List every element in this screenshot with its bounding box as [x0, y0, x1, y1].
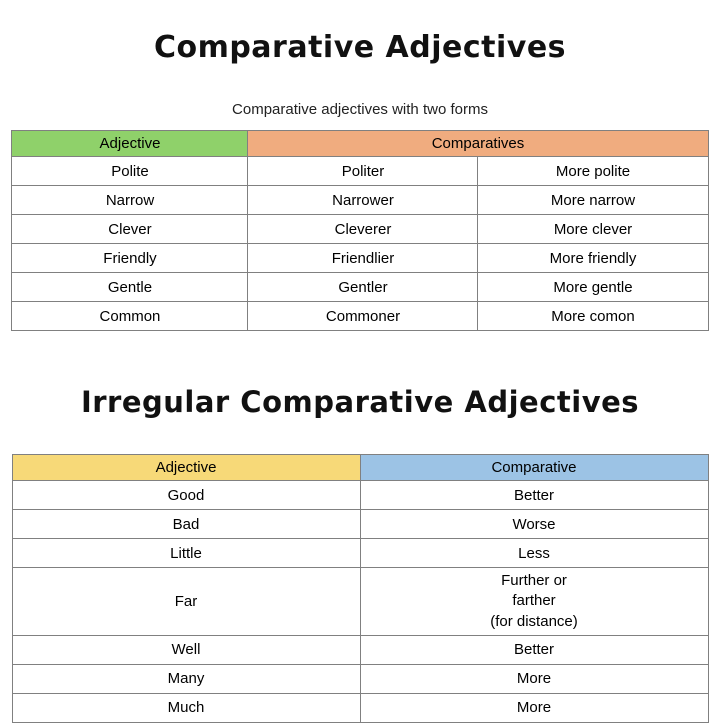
cell-comparative: More	[360, 664, 708, 693]
cell-comparative-more: More polite	[478, 157, 708, 186]
table-header-row	[12, 455, 708, 481]
column-header-comparative: Comparative	[360, 455, 708, 481]
cell-comparative: Better	[360, 635, 708, 664]
cell-comparative: More	[360, 693, 708, 722]
page-title-irregular-comparative-adjectives: Irregular Comparative Adjectives	[80, 384, 640, 419]
cell-comparative-short: Narrower	[248, 186, 478, 215]
cell-adjective: Polite	[12, 157, 248, 186]
table-row	[12, 273, 708, 302]
table-header-row	[12, 131, 708, 157]
table-row	[12, 215, 708, 244]
table-row	[12, 157, 708, 186]
table-row	[12, 302, 708, 331]
table-comparatives-two-forms	[11, 130, 708, 331]
cell-adjective: Many	[12, 664, 360, 693]
cell-comparative-short: Politer	[248, 157, 478, 186]
cell-comparative-short: Gentler	[248, 273, 478, 302]
cell-comparative: Worse	[360, 510, 708, 539]
table-row	[12, 664, 708, 693]
table-irregular-comparatives	[12, 454, 709, 723]
cell-adjective: Much	[12, 693, 360, 722]
cell-adjective: Bad	[12, 510, 360, 539]
cell-comparative-more: More friendly	[478, 244, 708, 273]
cell-comparative-short: Cleverer	[248, 215, 478, 244]
section-spacer	[0, 331, 720, 365]
cell-comparative-more: More narrow	[478, 186, 708, 215]
cell-comparative-more: More comon	[478, 302, 708, 331]
cell-comparative-short: Commoner	[248, 302, 478, 331]
table-row	[12, 568, 708, 636]
cell-adjective: Far	[12, 568, 360, 636]
cell-adjective: Little	[12, 539, 360, 568]
cell-adjective: Friendly	[12, 244, 248, 273]
cell-comparative-short: Friendlier	[248, 244, 478, 273]
cell-comparative: Less	[360, 539, 708, 568]
cell-comparative: Further or farther (for distance)	[360, 568, 708, 636]
column-header-comparatives: Comparatives	[248, 131, 708, 157]
table-row	[12, 510, 708, 539]
cell-adjective: Well	[12, 635, 360, 664]
cell-adjective: Clever	[12, 215, 248, 244]
cell-comparative-more: More clever	[478, 215, 708, 244]
table-row	[12, 635, 708, 664]
page-title-comparative-adjectives: Comparative Adjectives	[153, 30, 567, 66]
cell-adjective: Gentle	[12, 273, 248, 302]
table-row	[12, 186, 708, 215]
table-row	[12, 481, 708, 510]
subtitle-two-forms: Comparative adjectives with two forms	[232, 101, 488, 119]
table-row	[12, 244, 708, 273]
cell-adjective: Good	[12, 481, 360, 510]
table-row	[12, 693, 708, 722]
column-header-adjective: Adjective	[12, 131, 248, 157]
cell-adjective: Common	[12, 302, 248, 331]
table-row	[12, 539, 708, 568]
column-header-adjective: Adjective	[12, 455, 360, 481]
cell-adjective: Narrow	[12, 186, 248, 215]
cell-comparative-more: More gentle	[478, 273, 708, 302]
worksheet-page	[0, 20, 720, 717]
cell-comparative: Better	[360, 481, 708, 510]
